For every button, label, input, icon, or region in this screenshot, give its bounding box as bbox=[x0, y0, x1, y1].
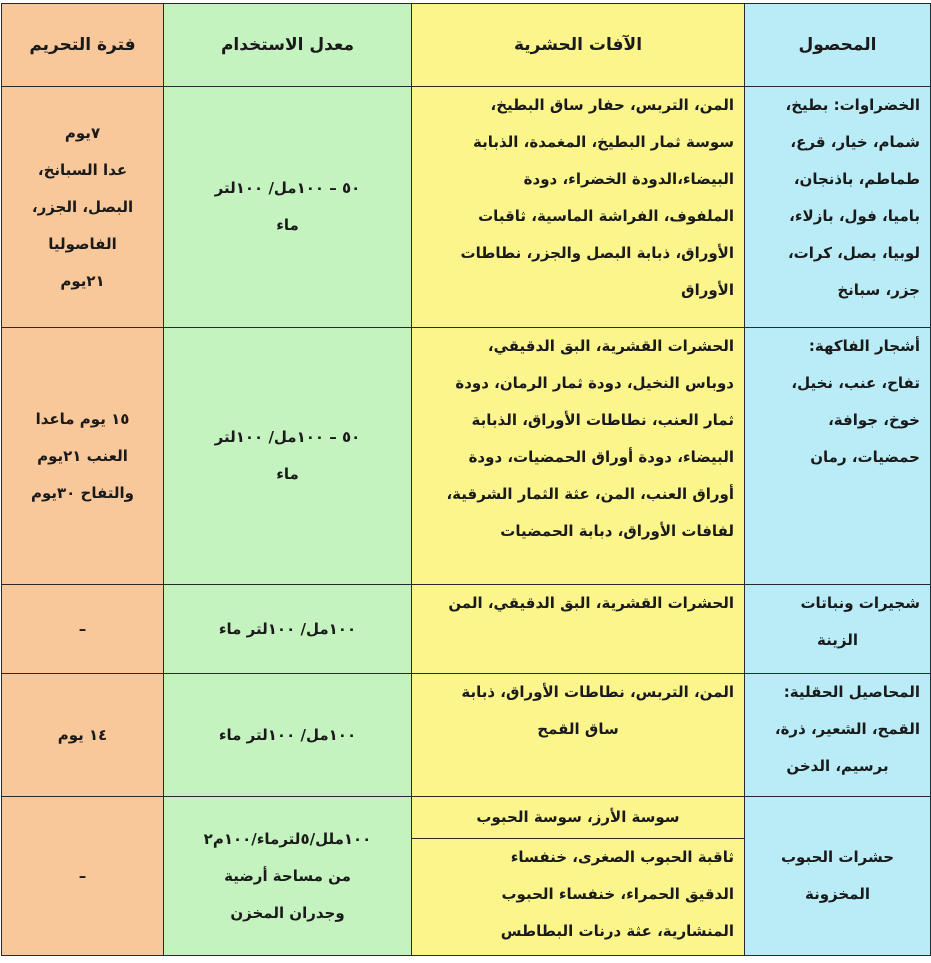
pests-line: سوسة ثمار البطيخ، المغمدة، الذبابة bbox=[473, 133, 734, 151]
pests-cell bbox=[412, 328, 745, 585]
pests-line: البيضاء،الدودة الخضراء، دودة bbox=[523, 170, 734, 188]
pests-line: الأوراق bbox=[681, 281, 734, 299]
period-line: ٧يوم bbox=[64, 123, 101, 142]
header-pests: الآفات الحشرية bbox=[412, 4, 745, 87]
crop-line: جزر، سبانخ bbox=[837, 281, 920, 299]
pests-line: المنشارية، عثة درنات البطاطس bbox=[500, 922, 734, 940]
period-line: الفاصوليا bbox=[48, 234, 117, 253]
crop-line: خوخ، جوافة، bbox=[828, 411, 920, 429]
crop-line: شجيرات ونباتات bbox=[800, 594, 920, 612]
pests-line: الحشرات القشرية، البق الدقيقي، المن bbox=[448, 594, 734, 612]
period-line: عدا السبانخ، bbox=[37, 160, 128, 179]
rate-line: ٥٠ – ١٠٠مل/ ١٠٠لتر bbox=[214, 428, 361, 446]
period-line: ١٥ يوم ماعدا bbox=[35, 409, 130, 428]
pests-cell bbox=[412, 87, 745, 328]
rate-line: ماء bbox=[276, 216, 299, 234]
pests-line: ساق القمح bbox=[537, 720, 619, 738]
rate-line: وجدران المخزن bbox=[230, 903, 345, 922]
header-crop: المحصول bbox=[745, 4, 931, 87]
header-row bbox=[2, 4, 931, 87]
pests-line: دوباس النخيل، دودة ثمار الرمان، دودة bbox=[455, 374, 734, 392]
crop-line: برسيم، الدخن bbox=[786, 757, 889, 775]
header-rate: معدل الاستخدام bbox=[164, 4, 412, 87]
rate-cell bbox=[164, 328, 412, 585]
pests-line: الدقيق الحمراء، خنفساء الحبوب bbox=[501, 885, 734, 903]
period-cell bbox=[2, 797, 164, 956]
crop-line: المخزونة bbox=[804, 885, 871, 903]
pests-cell bbox=[412, 797, 745, 956]
crop-cell bbox=[745, 585, 931, 674]
rate-line: ٥٠ – ١٠٠مل/ ١٠٠لتر bbox=[214, 179, 361, 197]
table-row-fruit-trees bbox=[2, 328, 931, 585]
period-cell bbox=[2, 585, 164, 674]
period-line: ٢١يوم bbox=[60, 271, 105, 290]
pests-line: المن، التربس، نطاطات الأوراق، ذبابة bbox=[461, 683, 734, 701]
crop-line: المحاصيل الحقلية: bbox=[783, 683, 920, 701]
table-row-ornamentals bbox=[2, 585, 931, 674]
crop-cell bbox=[745, 328, 931, 585]
pests-cell bbox=[412, 585, 745, 674]
pests-subcell-top bbox=[412, 799, 744, 839]
rate-cell bbox=[164, 674, 412, 797]
period-line: البصل، الجزر، bbox=[31, 197, 134, 216]
table-row-stored-grain bbox=[2, 797, 931, 956]
pests-line: البيضاء، دودة أوراق الحمضيات، دودة bbox=[468, 448, 734, 466]
period-line: ١٤ يوم bbox=[57, 725, 108, 744]
crop-cell bbox=[745, 87, 931, 328]
crop-line: حشرات الحبوب bbox=[780, 848, 895, 866]
period-cell bbox=[2, 674, 164, 797]
pests-line: الأوراق، ذبابة البصل والجزر، نطاطات bbox=[460, 244, 734, 262]
pesticide-usage-table bbox=[1, 3, 931, 956]
rate-line: من مساحة أرضية bbox=[224, 866, 351, 885]
pests-cell bbox=[412, 674, 745, 797]
crop-cell bbox=[745, 797, 931, 956]
rate-line: ماء bbox=[276, 465, 299, 483]
pests-line: ثاقبة الحبوب الصغرى، خنفساء bbox=[510, 848, 734, 866]
crop-cell bbox=[745, 674, 931, 797]
crop-line: الزينة bbox=[817, 631, 858, 649]
pests-line: أوراق العنب، المن، عثة الثمار الشرقية، bbox=[446, 485, 734, 503]
period-line: والتفاح ٣٠يوم bbox=[30, 483, 135, 502]
pests-line: ثمار العنب، نطاطات الأوراق، الذبابة bbox=[471, 411, 734, 429]
crop-line: لوبيا، بصل، كرات، bbox=[787, 244, 920, 262]
crop-line: شمام، خيار، قرع، bbox=[790, 133, 920, 151]
crop-line: حمضيات، رمان bbox=[810, 448, 920, 466]
period-cell bbox=[2, 87, 164, 328]
pests-subcell-bottom bbox=[422, 839, 734, 950]
pests-line: المن، التربس، حفار ساق البطيخ، bbox=[490, 96, 734, 114]
rate-cell bbox=[164, 585, 412, 674]
rate-line: ١٠٠مل/ ١٠٠لتر ماء bbox=[218, 725, 357, 744]
pests-line: سوسة الأرز، سوسة الحبوب bbox=[476, 808, 680, 826]
period-line: – bbox=[78, 619, 87, 638]
period-cell bbox=[2, 328, 164, 585]
period-line: – bbox=[78, 866, 87, 885]
period-line: العنب ٢١يوم bbox=[37, 446, 128, 465]
rate-line: ١٠٠مل/ ١٠٠لتر ماء bbox=[218, 619, 357, 638]
table-row-vegetables bbox=[2, 87, 931, 328]
crop-line: الخضراوات: بطيخ، bbox=[785, 96, 920, 114]
crop-line: باميا، فول، بازلاء، bbox=[789, 207, 920, 225]
pests-line: لفافات الأوراق، دبابة الحمضيات bbox=[500, 522, 734, 540]
crop-line: القمح، الشعير، ذرة، bbox=[774, 720, 920, 738]
pests-line: الملفوف، الفراشة الماسية، ثاقبات bbox=[478, 207, 734, 225]
rate-cell bbox=[164, 87, 412, 328]
rate-cell bbox=[164, 797, 412, 956]
crop-line: طماطم، باذنجان، bbox=[793, 170, 920, 188]
crop-line: تفاح، عنب، نخيل، bbox=[791, 374, 920, 392]
rate-line: ١٠٠ملل/٥لترماء/١٠٠م٢ bbox=[203, 829, 372, 848]
header-period: فترة التحريم bbox=[2, 4, 164, 87]
crop-line: أشجار الفاكهة: bbox=[808, 337, 920, 355]
table-row-field-crops bbox=[2, 674, 931, 797]
pests-line: الحشرات القشرية، البق الدقيقي، bbox=[487, 337, 734, 355]
